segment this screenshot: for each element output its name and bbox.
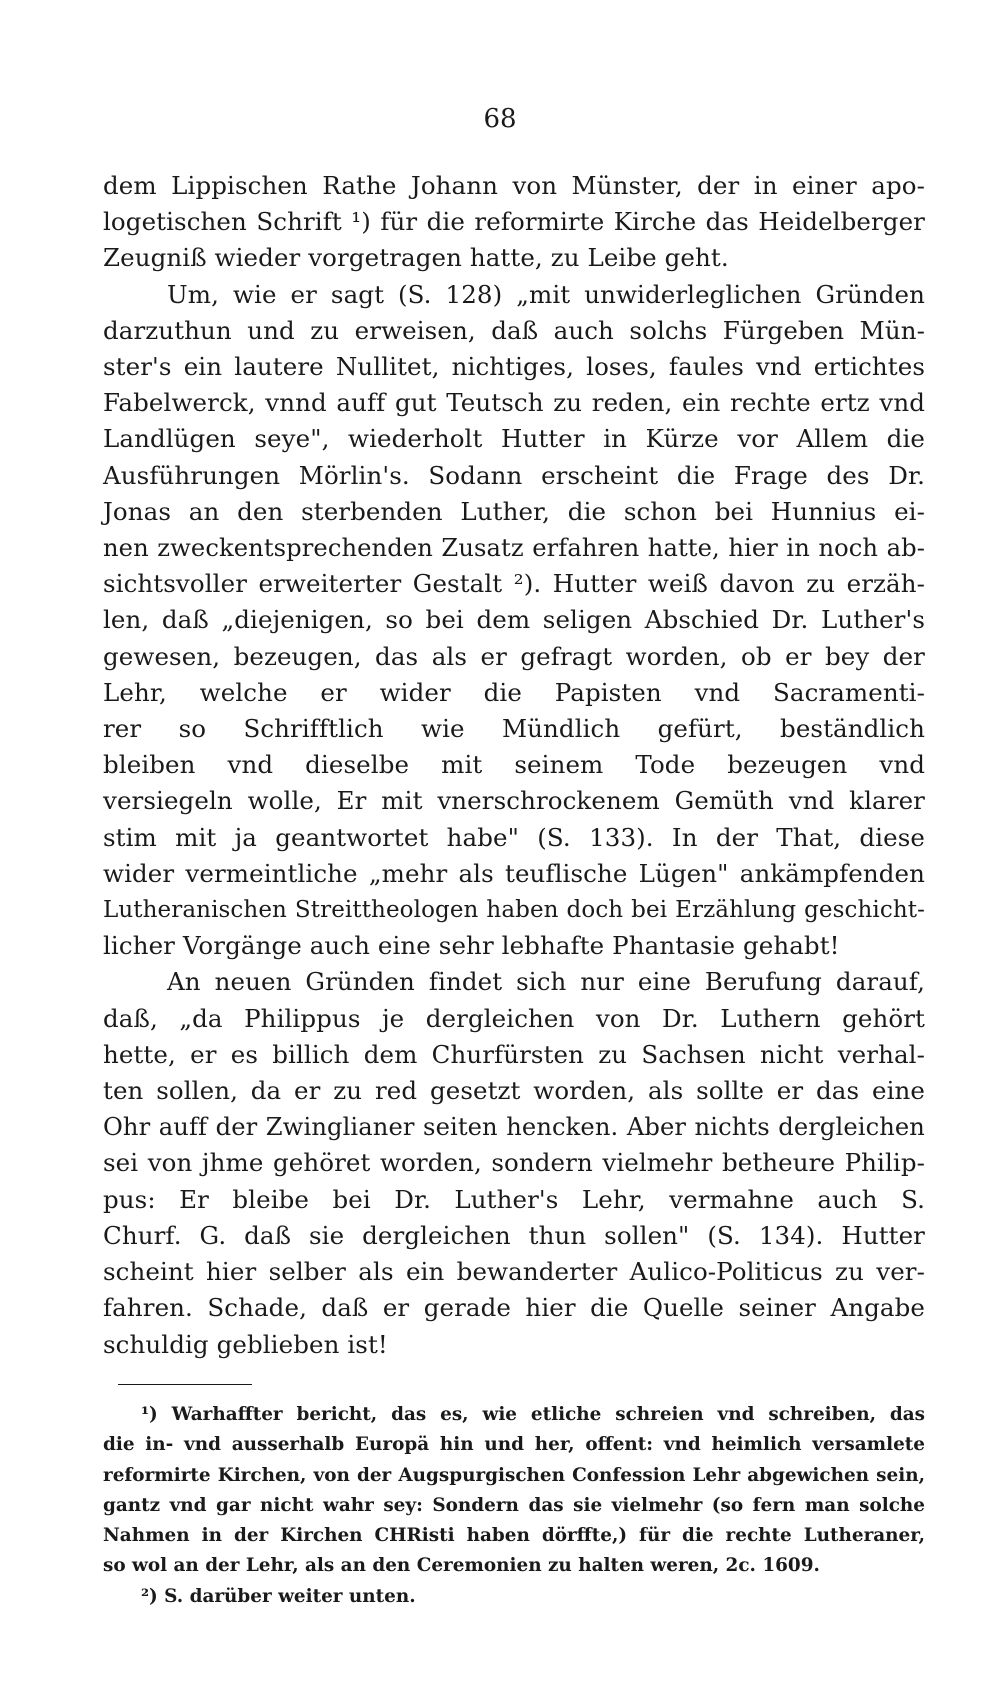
footnote-line: gantz vnd gar nicht wahr sey: Sondern das sie vielmehr (so fern man solche (103, 1494, 925, 1516)
text-line: rer so Schrifftlich wie Mündlich gefürt, beständlich (103, 714, 925, 744)
text-line: Jonas an den sterbenden Luther, die schon bei Hunnius ei- (103, 496, 925, 526)
text-line: Ohr auff der Zwinglianer seiten hencken. Aber nichts dergleichen (103, 1113, 925, 1142)
text-line: scheint hier selber als ein bewanderter Aulico-Politicus zu ver- (103, 1257, 925, 1287)
page-number: 68 (483, 104, 517, 134)
footnote-line: ²) S. darüber weiter unten. (141, 1585, 416, 1607)
text-line: pus: Er bleibe bei Dr. Luther's Lehr, vermahne auch S. (103, 1184, 925, 1214)
footnote-line: ¹) Warhaffter bericht, das es, wie etliche schreien vnd schreiben, das (141, 1404, 925, 1425)
footnote-divider (118, 1384, 252, 1385)
text-line: licher Vorgänge auch eine sehr lebhafte Phantasie gehabt! (103, 931, 840, 961)
text-line: An neuen Gründen findet sich nur eine Berufung darauf, (167, 967, 925, 997)
footnote-line: reformirte Kirchen, von der Augspurgischen Confession Lehr abgewichen sein, (103, 1464, 925, 1486)
text-line: Zeugniß wieder vorgetragen hatte, zu Leibe geht. (103, 243, 729, 273)
text-line: sei von jhme gehöret worden, sondern vielmehr betheure Philip- (103, 1148, 925, 1178)
text-line: Lehr, welche er wider die Papisten vnd Sacramenti- (103, 677, 925, 707)
text-line: ten sollen, da er zu red gesetzt worden, als sollte er das eine (103, 1076, 925, 1106)
text-line: ster's ein lautere Nullitet, nichtiges, loses, faules vnd ertichtes (103, 352, 925, 382)
text-line: Churf. G. daß sie dergleichen thun sollen" (S. 134). Hutter (103, 1220, 925, 1250)
text-line: len, daß „diejenigen, so bei dem seligen Abschied Dr. Luther's (103, 605, 925, 635)
text-line: daß, „da Philippus je dergleichen von Dr. Luthern gehört (103, 1003, 925, 1033)
text-line: darzuthun und zu erweisen, daß auch solchs Fürgeben Mün- (103, 315, 925, 345)
text-line: gewesen, bezeugen, das als er gefragt worden, ob er bey der (103, 641, 925, 671)
text-line: hette, er es billich dem Churfürsten zu Sachsen nicht verhal- (103, 1039, 925, 1069)
text-line: sichtsvoller erweiterter Gestalt ²). Hutter weiß davon zu erzäh- (103, 569, 925, 599)
text-line: stim mit ja geantwortet habe" (S. 133). In der That, diese (103, 822, 925, 852)
text-line: nen zweckentsprechenden Zusatz erfahren hatte, hier in noch ab- (103, 534, 925, 563)
text-line: logetischen Schrift ¹) für die reformirte Kirche das Heidelberger (103, 207, 925, 237)
text-line: wider vermeintliche „mehr als teuflische Lügen" ankämpfenden (103, 858, 925, 888)
text-line: Landlügen seye", wiederholt Hutter in Kürze vor Allem die (103, 424, 925, 454)
text-line: Ausführungen Mörlin's. Sodann erscheint die Frage des Dr. (103, 460, 925, 490)
text-line: schuldig geblieben ist! (103, 1329, 388, 1359)
body-text (103, 168, 925, 1363)
footnote-line: so wol an der Lehr, als an den Ceremonien zu halten weren, 2c. 1609. (103, 1555, 820, 1577)
text-line: Um, wie er sagt (S. 128) „mit unwiderleglichen Gründen (167, 279, 925, 309)
footnote-line: Nahmen in der Kirchen CHRisti haben dörffte,) für die rechte Lutheraner, (103, 1525, 925, 1547)
text-line: versiegeln wolle, Er mit vnerschrockenem Gemüth vnd klarer (103, 786, 925, 816)
text-line: dem Lippischen Rathe Johann von Münster, der in einer apo- (103, 171, 925, 200)
text-line: fahren. Schade, daß er gerade hier die Quelle seiner Angabe (103, 1293, 925, 1323)
text-line: Lutheranischen Streittheologen haben doch bei Erzählung geschicht- (103, 897, 925, 924)
footnote-line: die in- vnd ausserhalb Europä hin und her, offent: vnd heimlich versamlete (103, 1434, 925, 1456)
footnotes (103, 1400, 925, 1612)
text-line: bleiben vnd dieselbe mit seinem Tode bezeugen vnd (103, 750, 925, 780)
text-line: Fabelwerck, vnnd auff gut Teutsch zu reden, ein rechte ertz vnd (103, 388, 925, 418)
